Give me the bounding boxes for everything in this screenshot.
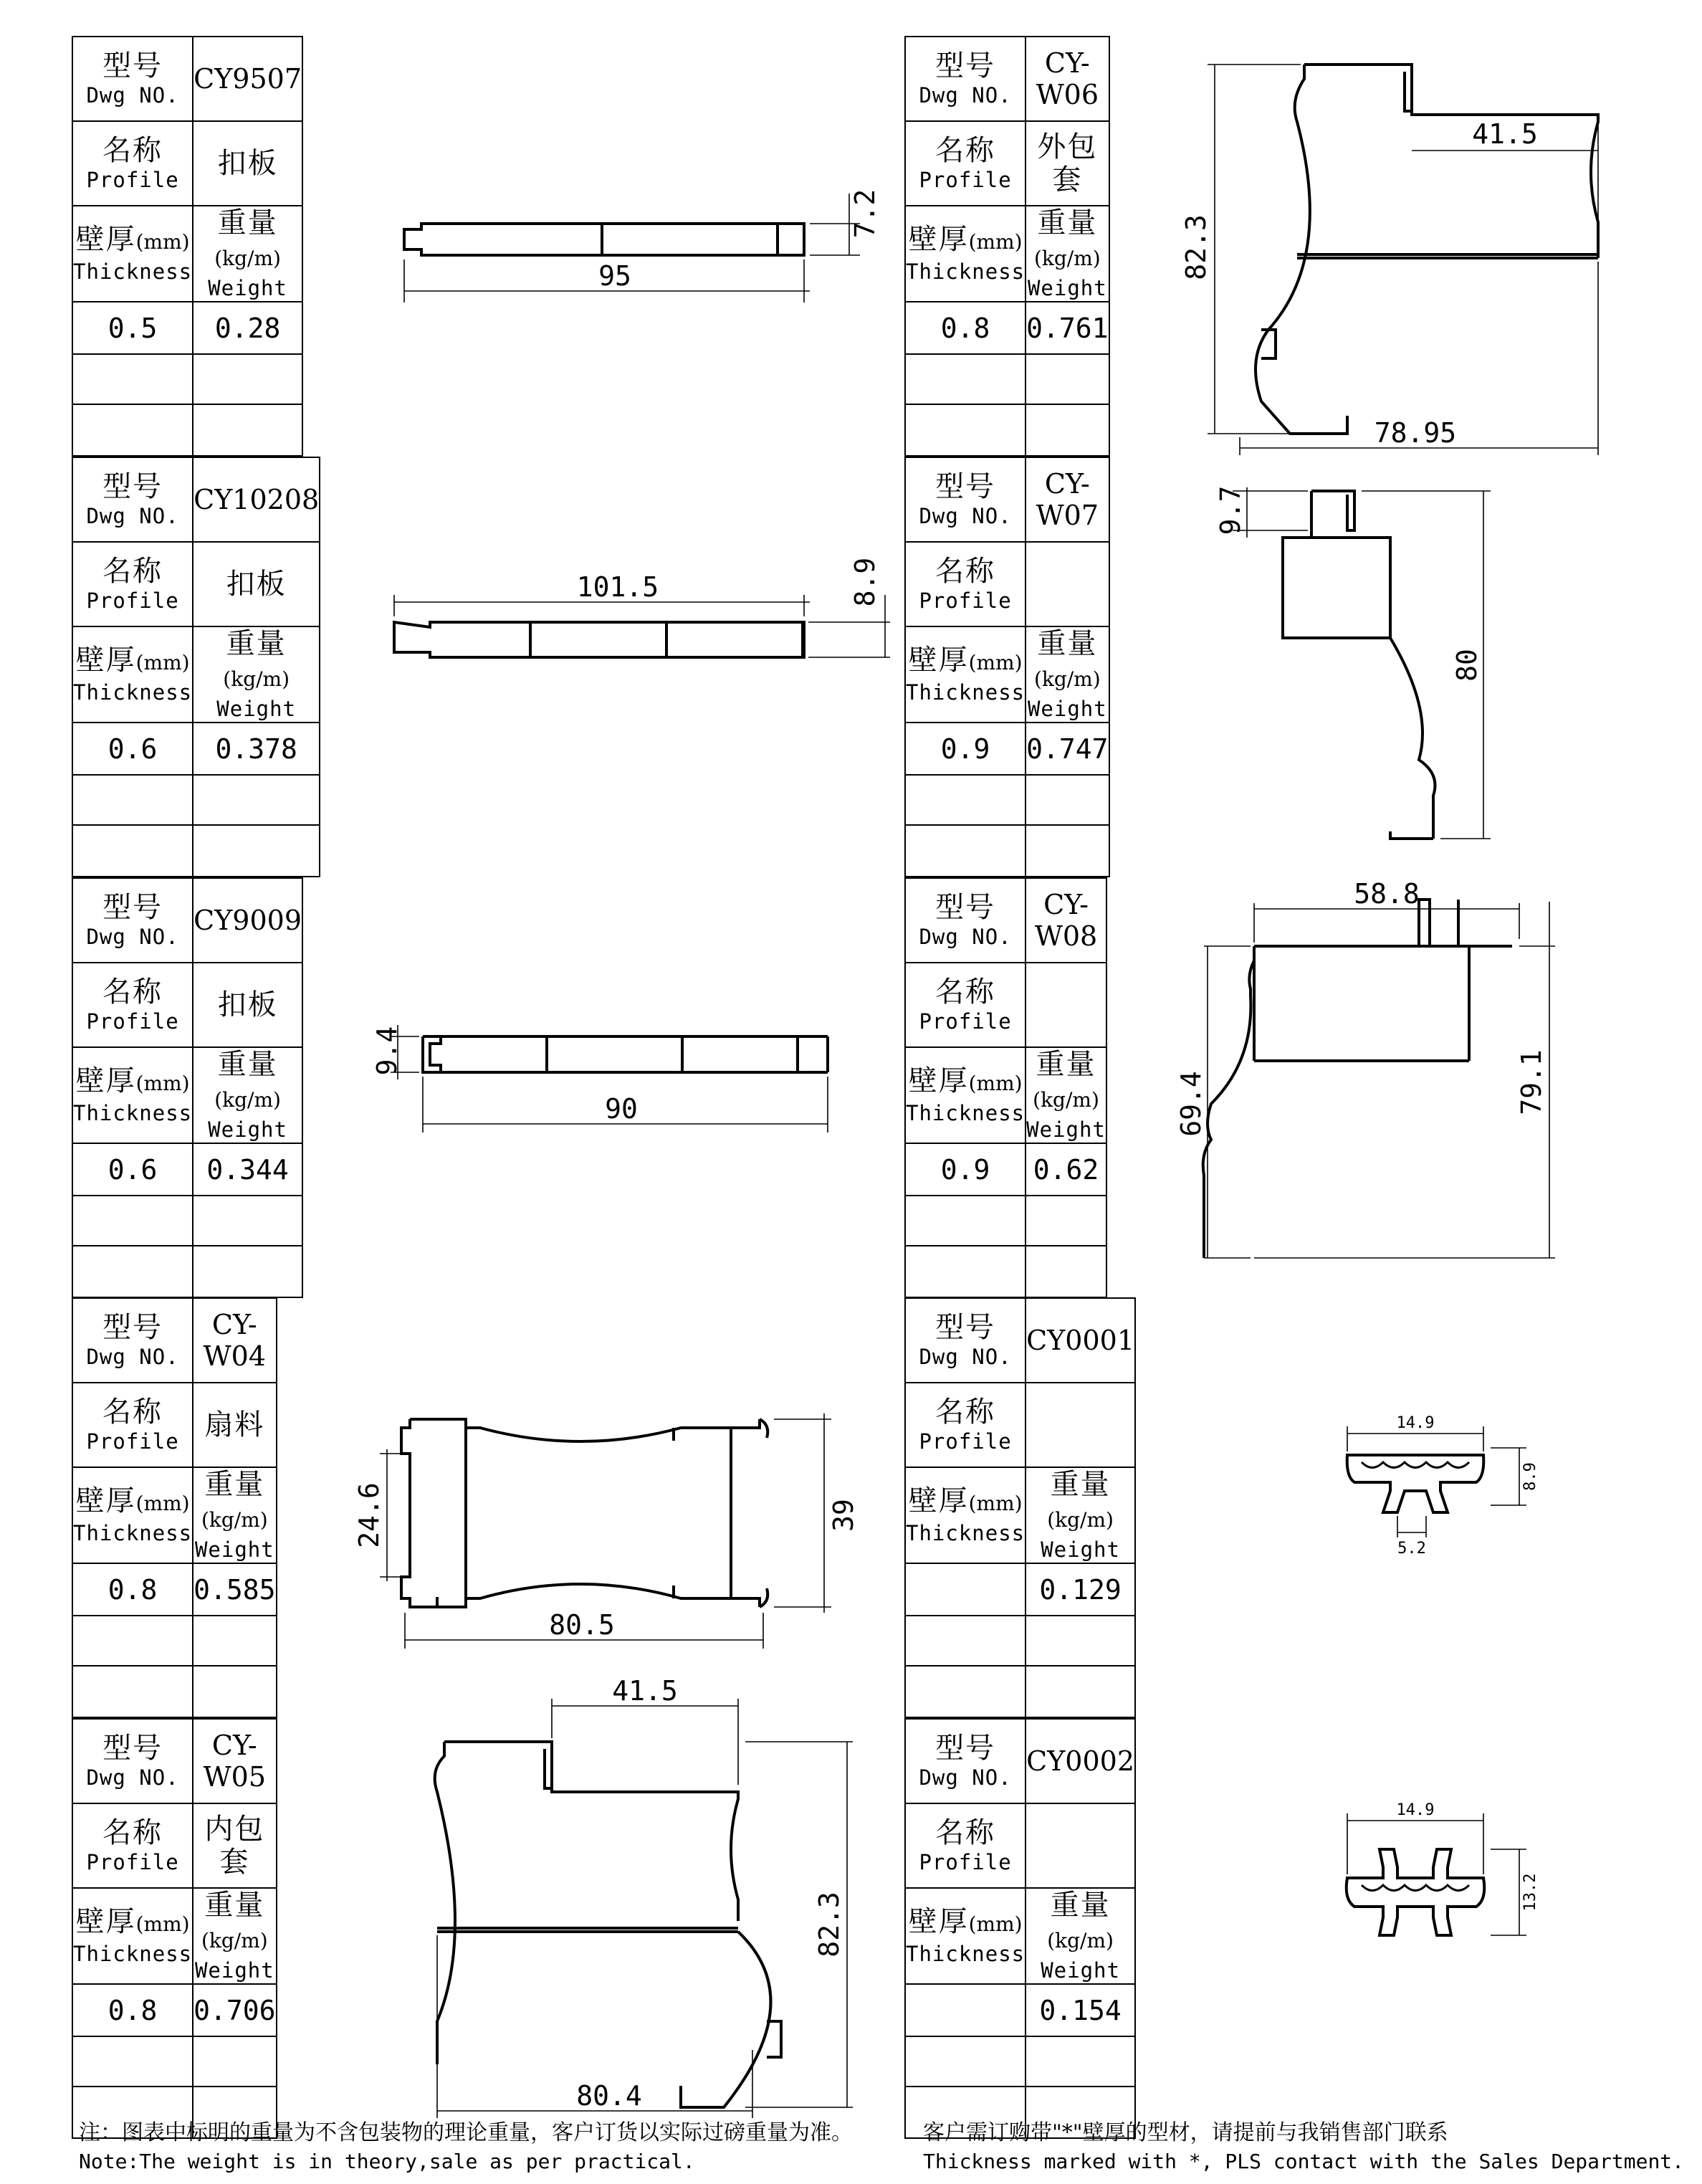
height-label: 8.9 (849, 557, 881, 607)
dwg-label (905, 1719, 1025, 1803)
spec-table-cy0002 (904, 1718, 1136, 2139)
weight-label (193, 1888, 276, 1984)
drawing-cy-w07 (1215, 473, 1548, 860)
empty-cell (1025, 354, 1109, 404)
weight-label-unit: (kg/m) (1033, 667, 1101, 691)
drawing-cy-w06 (1175, 43, 1634, 459)
width-label: 14.9 (1396, 1801, 1435, 1819)
width-label: 101.5 (576, 571, 659, 603)
profile-label-en: Profile (86, 1429, 179, 1454)
note-right-zh: 客户需订购带"*"壁厚的型材，请提前与我销售部门联系 (923, 2120, 1448, 2145)
profile-outline (410, 1419, 760, 1441)
empty-cell (72, 354, 193, 404)
empty-cell (905, 1246, 1025, 1297)
profile-outline (423, 1036, 828, 1072)
profile-label-zh: 名称 (102, 976, 163, 1008)
weight-value: 0.706 (193, 1984, 276, 2036)
dwg-label-zh: 型号 (102, 1732, 163, 1765)
profile-label-en: Profile (86, 588, 179, 613)
height-label: 7.2 (849, 189, 881, 239)
thickness-label-unit: (mm) (968, 230, 1023, 254)
width-label: 80.5 (549, 1609, 615, 1641)
profile-label-zh: 名称 (935, 1816, 996, 1849)
profile-label-zh: 名称 (102, 134, 163, 167)
weight-label-en: Weight (1027, 276, 1107, 300)
thickness-label-unit: (mm) (135, 1492, 190, 1515)
weight-label-en: Weight (208, 276, 287, 300)
dwg-label-zh: 型号 (102, 891, 163, 924)
weight-label-zh: 重量 (217, 206, 278, 239)
thickness-value (905, 1563, 1025, 1616)
dwg-label-en: Dwg NO. (919, 504, 1012, 528)
thickness-label (905, 206, 1025, 302)
weight-label-en: Weight (1027, 697, 1107, 721)
weight-label (1025, 1047, 1106, 1143)
empty-cell (72, 825, 193, 877)
thickness-label-zh: 壁厚 (75, 1484, 136, 1517)
thickness-label-unit: (mm) (968, 1492, 1023, 1515)
note-left (79, 2119, 903, 2176)
weight-value: 0.585 (193, 1563, 276, 1616)
weight-value: 0.747 (1025, 723, 1109, 775)
weight-label-en: Weight (1041, 1537, 1120, 1562)
width-label: 90 (605, 1093, 638, 1125)
empty-cell (1025, 1246, 1106, 1297)
empty-cell (193, 775, 320, 825)
dwg-label-zh: 型号 (935, 470, 996, 503)
dwg-label (72, 878, 193, 963)
dwg-label-zh: 型号 (102, 470, 163, 503)
weight-label (193, 1047, 302, 1143)
profile-name-value (1025, 1803, 1135, 1888)
thickness-value (905, 1984, 1025, 2036)
dwg-label-en: Dwg NO. (86, 83, 179, 108)
weight-label-en: Weight (1041, 1958, 1120, 1983)
dwg-label (905, 878, 1025, 963)
thickness-label-zh: 壁厚 (908, 1484, 969, 1517)
profile-label (72, 1803, 193, 1888)
empty-cell (1025, 775, 1109, 825)
empty-cell (193, 2036, 276, 2087)
thickness-label-en: Thickness (906, 1521, 1025, 1545)
dwg-label-en: Dwg NO. (919, 925, 1012, 949)
thickness-label-unit: (mm) (135, 651, 190, 674)
dwg-value: CY-W08 (1025, 878, 1106, 963)
weight-label-unit: (kg/m) (201, 1508, 268, 1532)
weight-value: 0.378 (193, 723, 320, 775)
empty-cell (193, 1246, 302, 1297)
note-left-zh: 注：图表中标明的重量为不含包装物的理论重量，客户订货以实际过磅重量为准。 (79, 2120, 853, 2145)
profile-name-value: 扣板 (193, 963, 302, 1047)
dwg-label-en: Dwg NO. (86, 504, 179, 528)
weight-label (1025, 206, 1109, 302)
height-label: 80 (1451, 649, 1483, 682)
thickness-label-en: Thickness (73, 259, 193, 284)
profile-label-en: Profile (919, 588, 1012, 613)
weight-value: 0.344 (193, 1143, 302, 1196)
thickness-label-zh: 壁厚 (908, 644, 969, 677)
inner-height-label: 24.6 (353, 1482, 385, 1548)
profile-label-zh: 名称 (935, 976, 996, 1008)
profile-outline (1256, 65, 1347, 434)
drawing-cy0002 (1340, 1792, 1569, 1964)
height-label: 13.2 (1521, 1873, 1539, 1912)
profile-label-en: Profile (919, 168, 1012, 192)
profile-outline (394, 622, 804, 657)
profile-label-en: Profile (86, 1009, 179, 1034)
thickness-label-en: Thickness (73, 1101, 193, 1125)
empty-cell (905, 404, 1025, 456)
profile-outline (444, 1742, 738, 1921)
empty-cell (905, 1666, 1025, 1717)
profile-label (72, 1383, 193, 1467)
empty-cell (72, 775, 193, 825)
thickness-label-en: Thickness (906, 259, 1025, 284)
thickness-label-en: Thickness (73, 1521, 193, 1545)
empty-cell (72, 1196, 193, 1246)
weight-label-zh: 重量 (204, 1468, 265, 1501)
weight-label (193, 206, 302, 302)
empty-cell (1025, 1666, 1135, 1717)
weight-label-en: Weight (194, 1537, 274, 1562)
profile-label (72, 542, 193, 626)
profile-outline (1390, 638, 1435, 839)
thickness-label-en: Thickness (906, 1101, 1025, 1125)
thickness-label (72, 1888, 193, 1984)
thickness-value: 0.9 (905, 1143, 1025, 1196)
dwg-label-zh: 型号 (102, 49, 163, 82)
thickness-label (72, 206, 193, 302)
thickness-label (905, 1467, 1025, 1563)
spec-table-cy10208 (72, 457, 320, 877)
profile-name-value (1025, 963, 1106, 1047)
thickness-label-zh: 壁厚 (75, 644, 136, 677)
profile-name-value: 扣板 (193, 542, 320, 626)
dwg-label-en: Dwg NO. (86, 1345, 179, 1369)
spec-table-cy-w07 (904, 457, 1110, 877)
width-label: 14.9 (1396, 1414, 1435, 1432)
spec-table-cy-w05 (72, 1718, 277, 2139)
empty-cell (193, 354, 302, 404)
profile-name-value (1025, 542, 1109, 626)
profile-name-value (1025, 1383, 1135, 1467)
dwg-label-en: Dwg NO. (919, 1765, 1012, 1790)
drawing-cy9009 (369, 1011, 885, 1154)
dwg-label-zh: 型号 (935, 891, 996, 924)
dwg-label-en: Dwg NO. (919, 1345, 1012, 1369)
thickness-value: 0.8 (905, 302, 1025, 354)
thickness-label-zh: 壁厚 (75, 1905, 136, 1938)
note-right (923, 2119, 1697, 2176)
empty-cell (1025, 825, 1109, 877)
spec-table-cy0001 (904, 1297, 1136, 1718)
empty-cell (1025, 1616, 1135, 1666)
height-label: 39 (828, 1499, 859, 1532)
empty-cell (905, 825, 1025, 877)
profile-label-zh: 名称 (935, 555, 996, 588)
profile-label-zh: 名称 (102, 1396, 163, 1429)
empty-cell (905, 2036, 1025, 2087)
thickness-value: 0.9 (905, 723, 1025, 775)
thickness-value: 0.8 (72, 1563, 193, 1616)
empty-cell (72, 1246, 193, 1297)
empty-cell (193, 825, 320, 877)
profile-outline (401, 1419, 437, 1607)
profile-label (905, 1383, 1025, 1467)
weight-label (193, 1467, 276, 1563)
profile-outline (1283, 538, 1390, 638)
dwg-label-zh: 型号 (935, 1732, 996, 1765)
empty-cell (1025, 1196, 1106, 1246)
top-height-label: 9.7 (1215, 485, 1246, 535)
thickness-label-zh: 壁厚 (908, 1905, 969, 1938)
profile-label-en: Profile (919, 1850, 1012, 1874)
profile-label (905, 542, 1025, 626)
profile-outline (1390, 831, 1433, 839)
weight-label-unit: (kg/m) (1033, 247, 1101, 270)
weight-label-zh: 重量 (1037, 206, 1098, 239)
thickness-label-unit: (mm) (968, 1912, 1023, 1936)
empty-cell (193, 1196, 302, 1246)
empty-cell (1025, 404, 1109, 456)
profile-texture (1362, 1462, 1469, 1468)
empty-cell (193, 404, 302, 456)
weight-label-zh: 重量 (1036, 1048, 1096, 1081)
weight-label-unit: (kg/m) (201, 1929, 268, 1952)
dwg-label-zh: 型号 (102, 1311, 163, 1344)
dwg-value: CY9507 (193, 37, 302, 121)
dwg-label (905, 1298, 1025, 1383)
dwg-value: CY0001 (1025, 1298, 1135, 1383)
drawing-cy-w05 (408, 1677, 896, 2122)
empty-cell (905, 1616, 1025, 1666)
height-label: 82.3 (813, 1892, 845, 1958)
drawing-cy-w04 (353, 1398, 874, 1656)
dwg-value: CY-W04 (193, 1298, 276, 1383)
profile-label-en: Profile (86, 1850, 179, 1874)
profile-texture (1362, 1885, 1469, 1891)
width-label: 58.8 (1354, 878, 1420, 910)
thickness-label-en: Thickness (73, 680, 193, 705)
height-label: 8.9 (1521, 1462, 1539, 1491)
profile-name-value: 内包套 (193, 1803, 276, 1888)
dwg-label (905, 457, 1025, 542)
spec-table-cy9507 (72, 36, 303, 457)
height-label: 79.1 (1516, 1049, 1547, 1115)
profile-label (72, 121, 193, 206)
empty-cell (72, 404, 193, 456)
thickness-label-unit: (mm) (968, 651, 1023, 674)
empty-cell (905, 1196, 1025, 1246)
weight-value: 0.62 (1025, 1143, 1106, 1196)
empty-cell (72, 1616, 193, 1666)
dwg-label (905, 37, 1025, 121)
weight-label-unit: (kg/m) (214, 247, 281, 270)
thickness-label-zh: 壁厚 (75, 1064, 136, 1097)
thickness-label (905, 1047, 1025, 1143)
weight-label-unit: (kg/m) (223, 667, 290, 691)
dwg-label-en: Dwg NO. (86, 1765, 179, 1790)
thickness-label (72, 626, 193, 723)
weight-label (1025, 1467, 1135, 1563)
profile-name-value: 外包套 (1025, 121, 1109, 206)
thickness-label-en: Thickness (906, 680, 1025, 705)
weight-value: 0.761 (1025, 302, 1109, 354)
profile-outline (1304, 65, 1598, 258)
empty-cell (72, 2036, 193, 2087)
profile-outline (435, 1742, 455, 2064)
inner-height-label: 69.4 (1175, 1071, 1207, 1137)
thickness-label-zh: 壁厚 (908, 1064, 969, 1097)
spec-table-cy9009 (72, 877, 303, 1298)
profile-outline (1419, 900, 1469, 1061)
dwg-label (72, 1719, 193, 1803)
dwg-value: CY0002 (1025, 1719, 1135, 1803)
empty-cell (193, 1616, 276, 1666)
note-left-en: Note:The weight is in theory,sale as per practical. (79, 2150, 695, 2173)
dwg-label (72, 1298, 193, 1383)
height-label: 9.4 (371, 1026, 403, 1076)
profile-outline (1311, 491, 1354, 530)
dwg-value: CY9009 (193, 878, 302, 963)
thickness-label (72, 1467, 193, 1563)
weight-label-unit: (kg/m) (214, 1088, 281, 1112)
thickness-label-en: Thickness (906, 1942, 1025, 1966)
dwg-value: CY-W05 (193, 1719, 276, 1803)
dwg-value: CY-W07 (1025, 457, 1109, 542)
empty-cell (193, 1666, 276, 1717)
thickness-label-en: Thickness (73, 1942, 193, 1966)
profile-label-en: Profile (86, 168, 179, 192)
weight-label-en: Weight (1026, 1117, 1106, 1142)
profile-label (72, 963, 193, 1047)
weight-label-zh: 重量 (226, 627, 287, 660)
profile-label-zh: 名称 (935, 1396, 996, 1429)
thickness-label-unit: (mm) (135, 1912, 190, 1936)
profile-label (905, 963, 1025, 1047)
weight-label-unit: (kg/m) (1047, 1929, 1114, 1952)
width-label: 78.95 (1374, 417, 1457, 449)
weight-value: 0.28 (193, 302, 302, 354)
empty-cell (1025, 2036, 1135, 2087)
profile-label-zh: 名称 (102, 1816, 163, 1849)
thickness-label-zh: 壁厚 (75, 223, 136, 256)
profile-outline (1261, 330, 1276, 358)
dwg-label-en: Dwg NO. (86, 925, 179, 949)
thickness-label-zh: 壁厚 (908, 223, 969, 256)
weight-label-zh: 重量 (204, 1889, 265, 1922)
weight-label-zh: 重量 (1050, 1468, 1111, 1501)
empty-cell (905, 775, 1025, 825)
dwg-value: CY-W06 (1025, 37, 1109, 121)
top-width-label: 41.5 (612, 1675, 678, 1707)
profile-outline (1347, 1455, 1484, 1512)
profile-label-zh: 名称 (102, 555, 163, 588)
profile-label (905, 1803, 1025, 1888)
thickness-value: 0.5 (72, 302, 193, 354)
profile-label-en: Profile (919, 1429, 1012, 1454)
profile-label-zh: 名称 (935, 134, 996, 167)
profile-outline (1347, 1849, 1485, 1935)
dwg-label (72, 37, 193, 121)
profile-label-en: Profile (919, 1009, 1012, 1034)
drawing-cy-w08 (1175, 867, 1641, 1269)
profile-outline (410, 1584, 760, 1607)
empty-cell (905, 354, 1025, 404)
width-label: 95 (598, 260, 631, 292)
profile-outline (681, 1932, 770, 2107)
dwg-label-en: Dwg NO. (919, 83, 1012, 108)
top-width-label: 41.5 (1472, 118, 1538, 150)
spec-table-cy-w04 (72, 1297, 277, 1718)
thickness-label (905, 1888, 1025, 1984)
thickness-label-unit: (mm) (968, 1072, 1023, 1095)
profile-name-value: 扇料 (193, 1383, 276, 1467)
thickness-label (72, 1047, 193, 1143)
weight-value: 0.154 (1025, 1984, 1135, 2036)
thickness-value: 0.6 (72, 1143, 193, 1196)
profile-outline (1203, 946, 1512, 1258)
dwg-value: CY10208 (193, 457, 320, 542)
weight-value: 0.129 (1025, 1563, 1135, 1616)
weight-label (1025, 1888, 1135, 1984)
thickness-label-unit: (mm) (135, 1072, 190, 1095)
drawing-cy10208 (380, 545, 896, 688)
weight-label-unit: (kg/m) (1047, 1508, 1114, 1532)
drawing-cy9507 (387, 151, 889, 308)
thickness-label (905, 626, 1025, 723)
weight-label-en: Weight (208, 1117, 287, 1142)
empty-cell (72, 1666, 193, 1717)
profile-name-value: 扣板 (193, 121, 302, 206)
weight-label-zh: 重量 (217, 1048, 278, 1081)
weight-label-unit: (kg/m) (1033, 1088, 1099, 1112)
weight-label-en: Weight (216, 697, 297, 721)
thickness-label-unit: (mm) (135, 230, 190, 254)
dwg-label (72, 457, 193, 542)
profile-outline (404, 224, 804, 255)
thickness-value: 0.6 (72, 723, 193, 775)
dwg-label-zh: 型号 (935, 49, 996, 82)
weight-label-en: Weight (194, 1958, 274, 1983)
weight-label-zh: 重量 (1050, 1889, 1111, 1922)
dwg-label-zh: 型号 (935, 1311, 996, 1344)
slot-label: 5.2 (1397, 1540, 1426, 1558)
spec-table-cy-w08 (904, 877, 1107, 1298)
weight-label-zh: 重量 (1037, 627, 1098, 660)
thickness-value: 0.8 (72, 1984, 193, 2036)
drawing-cy0001 (1340, 1405, 1569, 1577)
height-label: 82.3 (1180, 214, 1212, 280)
profile-label (905, 121, 1025, 206)
width-label: 80.4 (576, 2080, 642, 2112)
note-right-en: Thickness marked with *, PLS contact with the Sales Department. (923, 2150, 1685, 2173)
weight-label (193, 626, 320, 723)
weight-label (1025, 626, 1109, 723)
spec-table-cy-w06 (904, 36, 1110, 457)
